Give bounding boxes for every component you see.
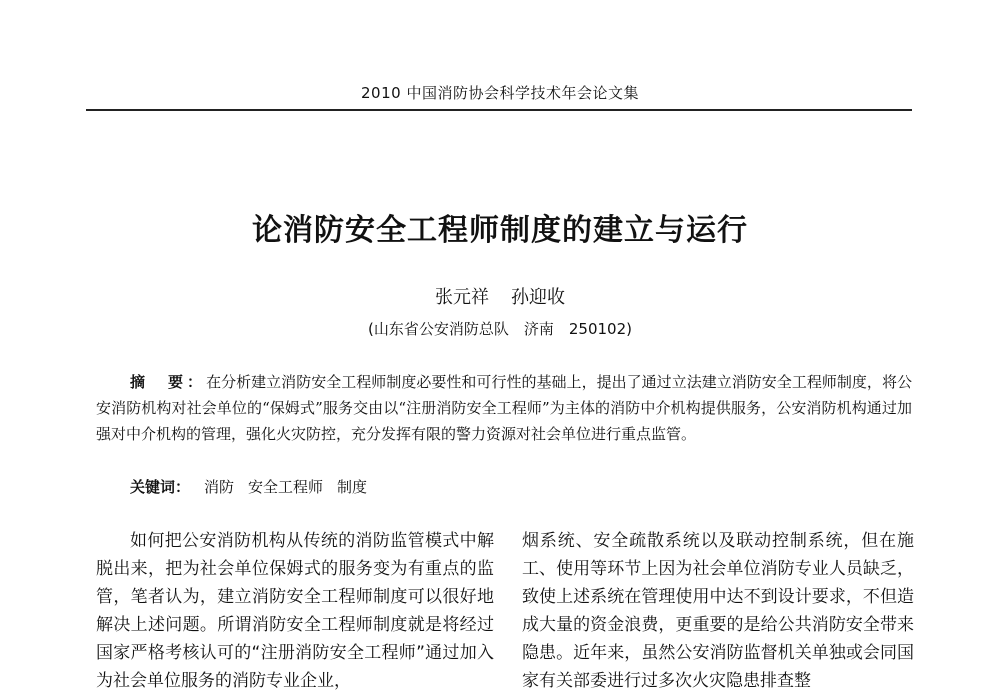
keywords-label: 关键词： [130,478,191,496]
header-rule [86,109,912,111]
keyword: 安全工程师 [248,478,324,496]
author-name: 张元祥 [435,287,489,308]
running-header: 2010 中国消防协会科学技术年会论文集 [361,84,639,102]
paper-title: 论消防安全工程师制度的建立与运行 [252,213,748,248]
abstract-text: 在分析建立消防安全工程师制度必要性和可行性的基础上，提出了通过立法建立消防安全工程师制度，将公安消防机构对社会单位的“保姆式”服务交由以“注册消防安全工程师”为主体的消防中介机构提供服务，公安消防机构通过加强对中介机构的管理，强化火灾防控，充分发挥有限的警力资源对社会单位进行重点监管。 [96,373,912,443]
keyword: 制度 [337,478,368,496]
keyword: 消防 [204,478,235,496]
affiliation: (山东省公安消防总队 济南 250102) [368,320,632,338]
abstract-label: 摘 要： [130,373,207,391]
keywords [130,476,910,497]
body-right-column: 烟系统、安全疏散系统以及联动控制系统，但在施工、使用等环节上因为社会单位消防专业人员缺乏，致使上述系统在管理使用中达不到设计要求，不但造成大量的资金浪费，更重要的是给公共消防安全带来隐患。近年来，虽然公安消防监督机关单独或会同国家有关部委进行过多次火灾隐患排查整 [522,531,914,691]
author-name: 孙迎收 [511,287,565,308]
abstract [96,369,912,447]
author-list [0,283,1000,309]
body-left-column: 如何把公安消防机构从传统的消防监管模式中解脱出来，把为社会单位保姆式的服务变为有重点的监管，笔者认为，建立消防安全工程师制度可以很好地解决上述问题。所谓消防安全工程师制度就是将经过国家严格考核认可的“注册消防安全工程师”通过加入为社会单位服务的消防专业企业， [96,531,494,691]
